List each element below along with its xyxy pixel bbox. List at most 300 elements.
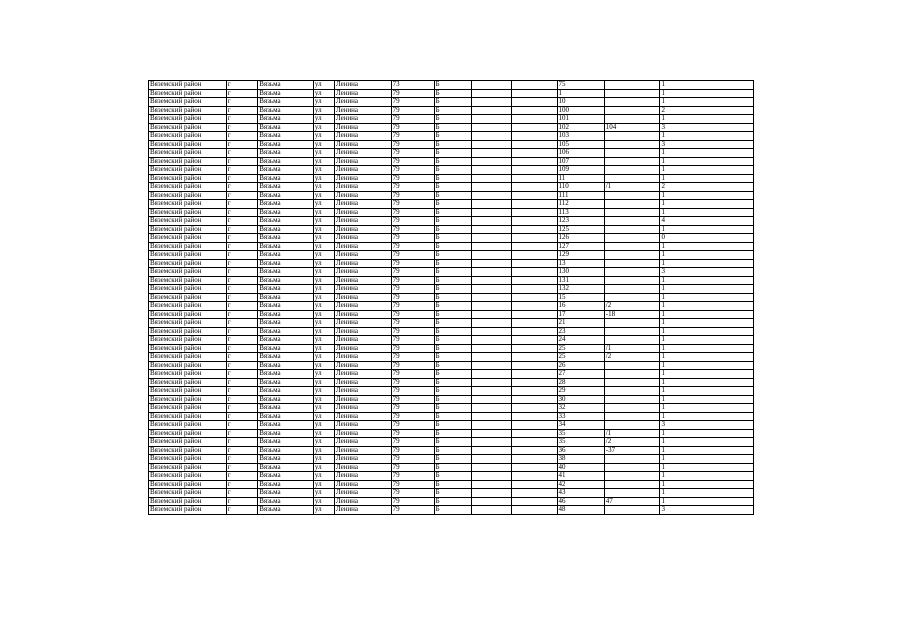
cell-settlement-type: г xyxy=(226,225,258,234)
cell-street: Ленина xyxy=(334,208,391,217)
cell-house: 79 xyxy=(391,446,434,455)
cell-city: Вязьма xyxy=(258,276,314,285)
cell-street: Ленина xyxy=(334,489,391,498)
cell-letter: Б xyxy=(434,259,472,268)
cell-apartment-suffix xyxy=(604,208,660,217)
cell-city: Вязьма xyxy=(258,174,314,183)
cell-structure xyxy=(512,268,557,277)
table-row xyxy=(149,344,754,353)
cell-building xyxy=(472,327,512,336)
cell-apartment-suffix xyxy=(604,463,660,472)
cell-letter: Б xyxy=(434,166,472,175)
cell-residents: 3 xyxy=(660,123,754,132)
cell-street: Ленина xyxy=(334,429,391,438)
cell-structure xyxy=(512,157,557,166)
cell-structure xyxy=(512,438,557,447)
cell-street: Ленина xyxy=(334,353,391,362)
cell-street: Ленина xyxy=(334,378,391,387)
cell-building xyxy=(472,310,512,319)
cell-street-type: ул xyxy=(313,174,334,183)
cell-building xyxy=(472,123,512,132)
cell-letter: Б xyxy=(434,285,472,294)
cell-house: 79 xyxy=(391,293,434,302)
cell-street-type: ул xyxy=(313,140,334,149)
cell-house: 79 xyxy=(391,98,434,107)
cell-structure xyxy=(512,370,557,379)
table-row xyxy=(149,149,754,158)
cell-building xyxy=(472,106,512,115)
cell-letter: Б xyxy=(434,140,472,149)
cell-structure xyxy=(512,98,557,107)
cell-apartment: 101 xyxy=(557,115,604,124)
cell-street-type: ул xyxy=(313,123,334,132)
cell-residents: 3 xyxy=(660,140,754,149)
cell-district: Вяземский район xyxy=(149,208,227,217)
cell-building xyxy=(472,480,512,489)
cell-street-type: ул xyxy=(313,327,334,336)
cell-structure xyxy=(512,344,557,353)
cell-settlement-type: г xyxy=(226,234,258,243)
cell-apartment: 48 xyxy=(557,506,604,515)
cell-letter: Б xyxy=(434,98,472,107)
cell-district: Вяземский район xyxy=(149,480,227,489)
cell-letter: Б xyxy=(434,251,472,260)
cell-house: 79 xyxy=(391,378,434,387)
cell-building xyxy=(472,429,512,438)
table-body xyxy=(149,81,754,515)
cell-apartment: 123 xyxy=(557,217,604,226)
table-row xyxy=(149,225,754,234)
cell-district: Вяземский район xyxy=(149,200,227,209)
cell-street: Ленина xyxy=(334,140,391,149)
cell-structure xyxy=(512,132,557,141)
cell-structure xyxy=(512,506,557,515)
cell-apartment-suffix xyxy=(604,378,660,387)
cell-settlement-type: г xyxy=(226,480,258,489)
cell-letter: Б xyxy=(434,387,472,396)
table-row xyxy=(149,251,754,260)
cell-city: Вязьма xyxy=(258,497,314,506)
cell-district: Вяземский район xyxy=(149,497,227,506)
cell-residents: 1 xyxy=(660,174,754,183)
cell-city: Вязьма xyxy=(258,123,314,132)
cell-building xyxy=(472,489,512,498)
cell-residents: 1 xyxy=(660,412,754,421)
table-row xyxy=(149,157,754,166)
cell-city: Вязьма xyxy=(258,89,314,98)
cell-district: Вяземский район xyxy=(149,344,227,353)
cell-street-type: ул xyxy=(313,310,334,319)
cell-building xyxy=(472,157,512,166)
cell-building xyxy=(472,319,512,328)
cell-building xyxy=(472,472,512,481)
cell-apartment-suffix xyxy=(604,174,660,183)
cell-district: Вяземский район xyxy=(149,378,227,387)
cell-street: Ленина xyxy=(334,319,391,328)
cell-street: Ленина xyxy=(334,336,391,345)
cell-district: Вяземский район xyxy=(149,276,227,285)
table-row xyxy=(149,174,754,183)
cell-district: Вяземский район xyxy=(149,183,227,192)
cell-city: Вязьма xyxy=(258,81,314,90)
cell-structure xyxy=(512,404,557,413)
cell-residents: 0 xyxy=(660,234,754,243)
cell-settlement-type: г xyxy=(226,446,258,455)
cell-city: Вязьма xyxy=(258,268,314,277)
cell-building xyxy=(472,183,512,192)
cell-apartment: 46 xyxy=(557,497,604,506)
cell-settlement-type: г xyxy=(226,140,258,149)
cell-residents: 4 xyxy=(660,217,754,226)
cell-city: Вязьма xyxy=(258,421,314,430)
cell-building xyxy=(472,200,512,209)
cell-apartment: 40 xyxy=(557,463,604,472)
cell-city: Вязьма xyxy=(258,225,314,234)
cell-residents: 1 xyxy=(660,361,754,370)
cell-apartment-suffix xyxy=(604,319,660,328)
cell-apartment: 110 xyxy=(557,183,604,192)
cell-letter: Б xyxy=(434,421,472,430)
cell-structure xyxy=(512,293,557,302)
cell-settlement-type: г xyxy=(226,208,258,217)
cell-apartment: 30 xyxy=(557,395,604,404)
cell-settlement-type: г xyxy=(226,149,258,158)
cell-letter: Б xyxy=(434,268,472,277)
cell-city: Вязьма xyxy=(258,506,314,515)
cell-apartment: 126 xyxy=(557,234,604,243)
table-row xyxy=(149,81,754,90)
cell-street-type: ул xyxy=(313,497,334,506)
cell-apartment-suffix xyxy=(604,115,660,124)
cell-apartment: 103 xyxy=(557,132,604,141)
cell-structure xyxy=(512,81,557,90)
table-row xyxy=(149,166,754,175)
table-row xyxy=(149,115,754,124)
cell-district: Вяземский район xyxy=(149,123,227,132)
cell-city: Вязьма xyxy=(258,259,314,268)
cell-structure xyxy=(512,472,557,481)
cell-settlement-type: г xyxy=(226,251,258,260)
cell-structure xyxy=(512,89,557,98)
cell-building xyxy=(472,276,512,285)
cell-structure xyxy=(512,166,557,175)
cell-street: Ленина xyxy=(334,268,391,277)
cell-building xyxy=(472,285,512,294)
cell-residents: 1 xyxy=(660,251,754,260)
cell-apartment: 131 xyxy=(557,276,604,285)
cell-city: Вязьма xyxy=(258,310,314,319)
cell-settlement-type: г xyxy=(226,268,258,277)
table-row xyxy=(149,412,754,421)
cell-district: Вяземский район xyxy=(149,336,227,345)
cell-district: Вяземский район xyxy=(149,191,227,200)
cell-city: Вязьма xyxy=(258,106,314,115)
cell-residents: 1 xyxy=(660,353,754,362)
cell-settlement-type: г xyxy=(226,293,258,302)
table-row xyxy=(149,438,754,447)
cell-apartment-suffix xyxy=(604,191,660,200)
cell-house: 79 xyxy=(391,395,434,404)
cell-street-type: ул xyxy=(313,489,334,498)
cell-structure xyxy=(512,115,557,124)
cell-street: Ленина xyxy=(334,480,391,489)
cell-street: Ленина xyxy=(334,438,391,447)
cell-house: 79 xyxy=(391,191,434,200)
cell-residents: 1 xyxy=(660,149,754,158)
cell-street-type: ул xyxy=(313,412,334,421)
cell-street-type: ул xyxy=(313,166,334,175)
cell-district: Вяземский район xyxy=(149,140,227,149)
cell-residents: 1 xyxy=(660,344,754,353)
cell-settlement-type: г xyxy=(226,353,258,362)
cell-district: Вяземский район xyxy=(149,234,227,243)
cell-street: Ленина xyxy=(334,259,391,268)
cell-apartment: 15 xyxy=(557,293,604,302)
cell-letter: Б xyxy=(434,455,472,464)
cell-structure xyxy=(512,217,557,226)
cell-street: Ленина xyxy=(334,234,391,243)
cell-house: 79 xyxy=(391,336,434,345)
cell-street-type: ул xyxy=(313,336,334,345)
cell-district: Вяземский район xyxy=(149,259,227,268)
cell-residents: 1 xyxy=(660,242,754,251)
cell-residents: 1 xyxy=(660,404,754,413)
cell-building xyxy=(472,208,512,217)
cell-letter: Б xyxy=(434,132,472,141)
cell-house: 79 xyxy=(391,208,434,217)
cell-building xyxy=(472,395,512,404)
cell-residents: 1 xyxy=(660,302,754,311)
cell-apartment-suffix: 47 xyxy=(604,497,660,506)
cell-structure xyxy=(512,285,557,294)
cell-street: Ленина xyxy=(334,191,391,200)
cell-building xyxy=(472,404,512,413)
cell-building xyxy=(472,412,512,421)
cell-apartment-suffix xyxy=(604,89,660,98)
cell-street: Ленина xyxy=(334,98,391,107)
cell-residents: 1 xyxy=(660,276,754,285)
cell-apartment: 127 xyxy=(557,242,604,251)
cell-residents: 1 xyxy=(660,115,754,124)
cell-street-type: ул xyxy=(313,208,334,217)
cell-street-type: ул xyxy=(313,251,334,260)
cell-letter: Б xyxy=(434,404,472,413)
cell-city: Вязьма xyxy=(258,327,314,336)
table-row xyxy=(149,98,754,107)
cell-house: 79 xyxy=(391,463,434,472)
cell-structure xyxy=(512,446,557,455)
cell-apartment: 11 xyxy=(557,174,604,183)
cell-apartment-suffix xyxy=(604,395,660,404)
cell-house: 73 xyxy=(391,81,434,90)
cell-letter: Б xyxy=(434,319,472,328)
cell-letter: Б xyxy=(434,200,472,209)
cell-apartment: 35 xyxy=(557,438,604,447)
cell-settlement-type: г xyxy=(226,115,258,124)
cell-street: Ленина xyxy=(334,106,391,115)
cell-apartment: 106 xyxy=(557,149,604,158)
cell-district: Вяземский район xyxy=(149,225,227,234)
cell-building xyxy=(472,497,512,506)
cell-apartment: 109 xyxy=(557,166,604,175)
cell-district: Вяземский район xyxy=(149,395,227,404)
cell-building xyxy=(472,225,512,234)
cell-structure xyxy=(512,183,557,192)
cell-letter: Б xyxy=(434,89,472,98)
cell-residents: 3 xyxy=(660,506,754,515)
cell-street-type: ул xyxy=(313,115,334,124)
cell-letter: Б xyxy=(434,472,472,481)
cell-residents: 1 xyxy=(660,387,754,396)
cell-apartment-suffix xyxy=(604,293,660,302)
cell-building xyxy=(472,378,512,387)
cell-settlement-type: г xyxy=(226,166,258,175)
cell-city: Вязьма xyxy=(258,166,314,175)
cell-building xyxy=(472,506,512,515)
cell-street: Ленина xyxy=(334,89,391,98)
cell-settlement-type: г xyxy=(226,157,258,166)
cell-settlement-type: г xyxy=(226,259,258,268)
cell-structure xyxy=(512,327,557,336)
cell-residents: 1 xyxy=(660,446,754,455)
cell-house: 79 xyxy=(391,387,434,396)
cell-house: 79 xyxy=(391,429,434,438)
cell-house: 79 xyxy=(391,174,434,183)
cell-street: Ленина xyxy=(334,81,391,90)
cell-residents: 1 xyxy=(660,310,754,319)
cell-structure xyxy=(512,242,557,251)
cell-apartment: 125 xyxy=(557,225,604,234)
cell-residents: 1 xyxy=(660,378,754,387)
cell-city: Вязьма xyxy=(258,463,314,472)
cell-city: Вязьма xyxy=(258,149,314,158)
cell-apartment: 25 xyxy=(557,344,604,353)
cell-district: Вяземский район xyxy=(149,370,227,379)
cell-apartment-suffix xyxy=(604,225,660,234)
cell-house: 79 xyxy=(391,259,434,268)
cell-settlement-type: г xyxy=(226,81,258,90)
cell-street-type: ул xyxy=(313,276,334,285)
cell-structure xyxy=(512,251,557,260)
cell-district: Вяземский район xyxy=(149,319,227,328)
table-row xyxy=(149,89,754,98)
cell-apartment: 34 xyxy=(557,421,604,430)
table-row xyxy=(149,242,754,251)
table-row xyxy=(149,336,754,345)
cell-letter: Б xyxy=(434,429,472,438)
table-row xyxy=(149,429,754,438)
cell-house: 79 xyxy=(391,327,434,336)
cell-house: 79 xyxy=(391,200,434,209)
cell-letter: Б xyxy=(434,327,472,336)
cell-apartment-suffix xyxy=(604,157,660,166)
cell-letter: Б xyxy=(434,480,472,489)
cell-district: Вяземский район xyxy=(149,81,227,90)
cell-structure xyxy=(512,259,557,268)
cell-street-type: ул xyxy=(313,480,334,489)
cell-city: Вязьма xyxy=(258,200,314,209)
cell-apartment: 105 xyxy=(557,140,604,149)
cell-street: Ленина xyxy=(334,302,391,311)
cell-apartment-suffix xyxy=(604,140,660,149)
cell-apartment: 129 xyxy=(557,251,604,260)
cell-residents: 1 xyxy=(660,98,754,107)
cell-city: Вязьма xyxy=(258,336,314,345)
cell-structure xyxy=(512,429,557,438)
cell-street-type: ул xyxy=(313,106,334,115)
cell-structure xyxy=(512,421,557,430)
cell-building xyxy=(472,242,512,251)
cell-apartment: 35 xyxy=(557,429,604,438)
cell-building xyxy=(472,293,512,302)
cell-street: Ленина xyxy=(334,361,391,370)
cell-district: Вяземский район xyxy=(149,446,227,455)
cell-apartment: 25 xyxy=(557,353,604,362)
cell-city: Вязьма xyxy=(258,472,314,481)
cell-letter: Б xyxy=(434,115,472,124)
cell-apartment-suffix xyxy=(604,489,660,498)
cell-letter: Б xyxy=(434,463,472,472)
cell-building xyxy=(472,259,512,268)
cell-apartment-suffix: /2 xyxy=(604,302,660,311)
table-row xyxy=(149,183,754,192)
cell-street-type: ул xyxy=(313,200,334,209)
cell-district: Вяземский район xyxy=(149,310,227,319)
table-row xyxy=(149,446,754,455)
cell-apartment: 13 xyxy=(557,259,604,268)
table-row xyxy=(149,293,754,302)
cell-district: Вяземский район xyxy=(149,293,227,302)
cell-street-type: ул xyxy=(313,429,334,438)
cell-structure xyxy=(512,208,557,217)
cell-house: 79 xyxy=(391,404,434,413)
cell-residents: 2 xyxy=(660,106,754,115)
cell-residents: 2 xyxy=(660,183,754,192)
table-row xyxy=(149,361,754,370)
cell-house: 79 xyxy=(391,438,434,447)
cell-district: Вяземский район xyxy=(149,361,227,370)
cell-house: 79 xyxy=(391,115,434,124)
cell-apartment: 32 xyxy=(557,404,604,413)
cell-street-type: ул xyxy=(313,438,334,447)
cell-apartment: 26 xyxy=(557,361,604,370)
cell-apartment-suffix: -18 xyxy=(604,310,660,319)
cell-street-type: ул xyxy=(313,302,334,311)
cell-apartment-suffix: /1 xyxy=(604,344,660,353)
cell-settlement-type: г xyxy=(226,191,258,200)
cell-letter: Б xyxy=(434,378,472,387)
cell-letter: Б xyxy=(434,157,472,166)
cell-letter: Б xyxy=(434,276,472,285)
cell-settlement-type: г xyxy=(226,285,258,294)
table-row xyxy=(149,200,754,209)
cell-city: Вязьма xyxy=(258,370,314,379)
cell-settlement-type: г xyxy=(226,361,258,370)
cell-letter: Б xyxy=(434,293,472,302)
cell-apartment-suffix xyxy=(604,106,660,115)
cell-apartment: 132 xyxy=(557,285,604,294)
cell-residents: 1 xyxy=(660,225,754,234)
cell-street: Ленина xyxy=(334,310,391,319)
cell-apartment: 38 xyxy=(557,455,604,464)
cell-building xyxy=(472,89,512,98)
cell-structure xyxy=(512,310,557,319)
cell-street-type: ул xyxy=(313,183,334,192)
cell-street-type: ул xyxy=(313,395,334,404)
cell-apartment-suffix: -37 xyxy=(604,446,660,455)
cell-settlement-type: г xyxy=(226,378,258,387)
cell-settlement-type: г xyxy=(226,336,258,345)
